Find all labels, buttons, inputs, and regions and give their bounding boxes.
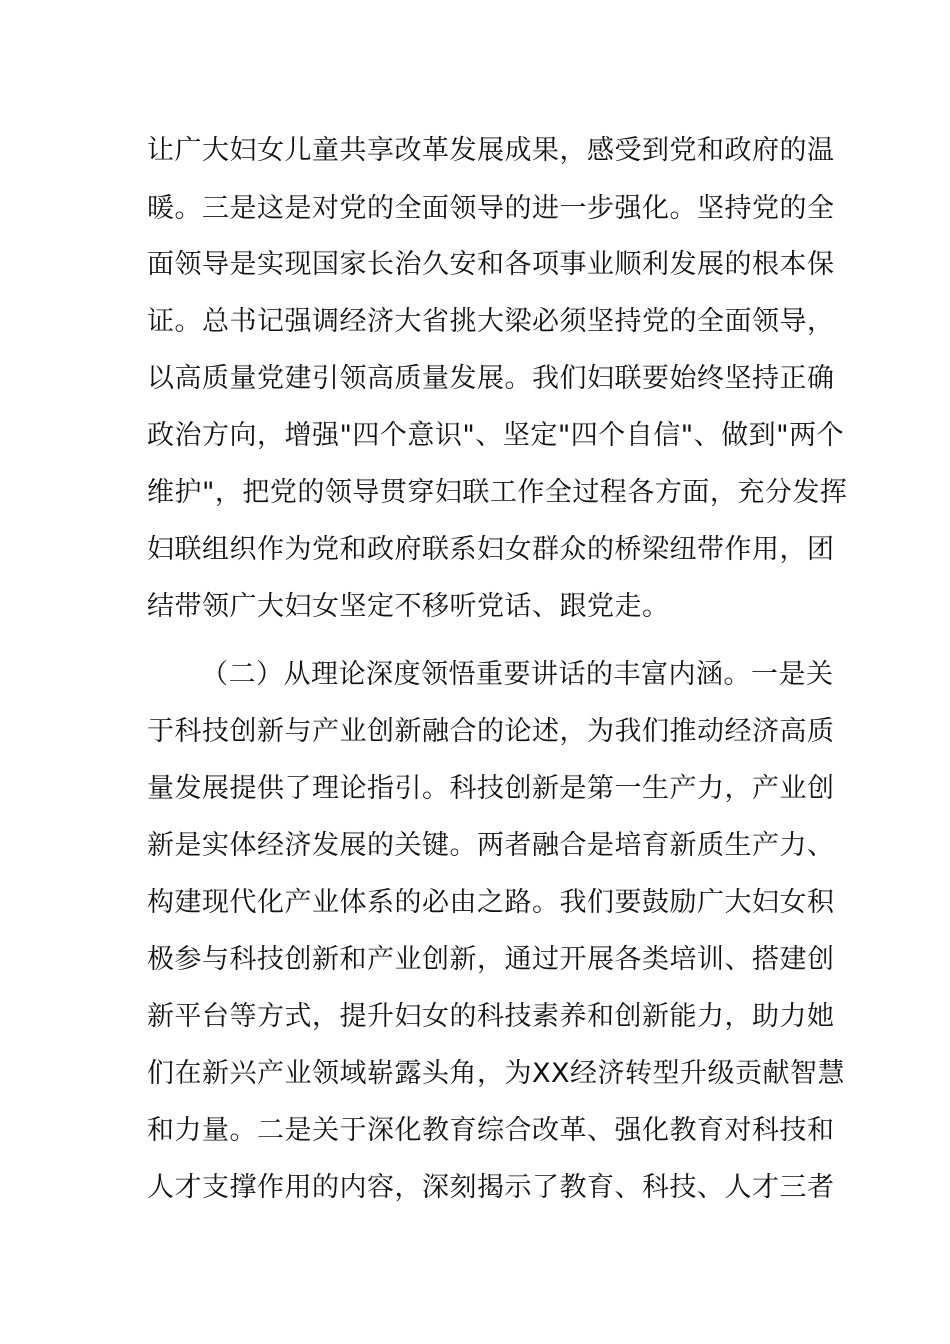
text-line: 新平台等方式，提升妇女的科技素养和创新能力，助力她 xyxy=(147,1001,835,1032)
text-line: 妇联组织作为党和政府联系妇女群众的桥梁纽带作用，团 xyxy=(147,534,835,565)
text-line: 面领导是实现国家长治久安和各项事业顺利发展的根本保 xyxy=(147,249,835,280)
text-line: 量发展提供了理论指引。科技创新是第一生产力，产业创 xyxy=(147,773,835,804)
text-line: 证。总书记强调经济大省挑大梁必须坚持党的全面领导， xyxy=(147,306,835,337)
text-line: 暖。三是这是对党的全面领导的进一步强化。坚持党的全 xyxy=(147,193,835,224)
text-line: 们在新兴产业领域崭露头角，为XX经济转型升级贡献智慧 xyxy=(147,1058,845,1089)
text-line: 新是实体经济发展的关键。两者融合是培育新质生产力、 xyxy=(147,830,835,861)
text-line: 和力量。二是关于深化教育综合改革、强化教育对科技和 xyxy=(147,1115,835,1146)
text-line: 让广大妇女儿童共享改革发展成果，感受到党和政府的温 xyxy=(147,135,835,166)
text-line: 人才支撑作用的内容，深刻揭示了教育、科技、人才三者 xyxy=(147,1172,835,1203)
text-line: 构建现代化产业体系的必由之路。我们要鼓励广大妇女积 xyxy=(147,887,835,918)
text-line: 政治方向，增强"四个意识"、坚定"四个自信"、做到"两个 xyxy=(147,420,845,451)
text-line: 维护"，把党的领导贯穿妇联工作全过程各方面，充分发挥 xyxy=(147,477,848,508)
text-line: 以高质量党建引领高质量发展。我们妇联要始终坚持正确 xyxy=(147,363,835,394)
text-line: 结带领广大妇女坚定不移听党话、跟党走。 xyxy=(147,591,670,622)
text-line: 于科技创新与产业创新融合的论述，为我们推动经济高质 xyxy=(147,716,835,747)
text-line: 极参与科技创新和产业创新，通过开展各类培训、搭建创 xyxy=(147,944,835,975)
paragraph-heading-line: （二）从理论深度领悟重要讲话的丰富内涵。一是关 xyxy=(201,659,834,690)
